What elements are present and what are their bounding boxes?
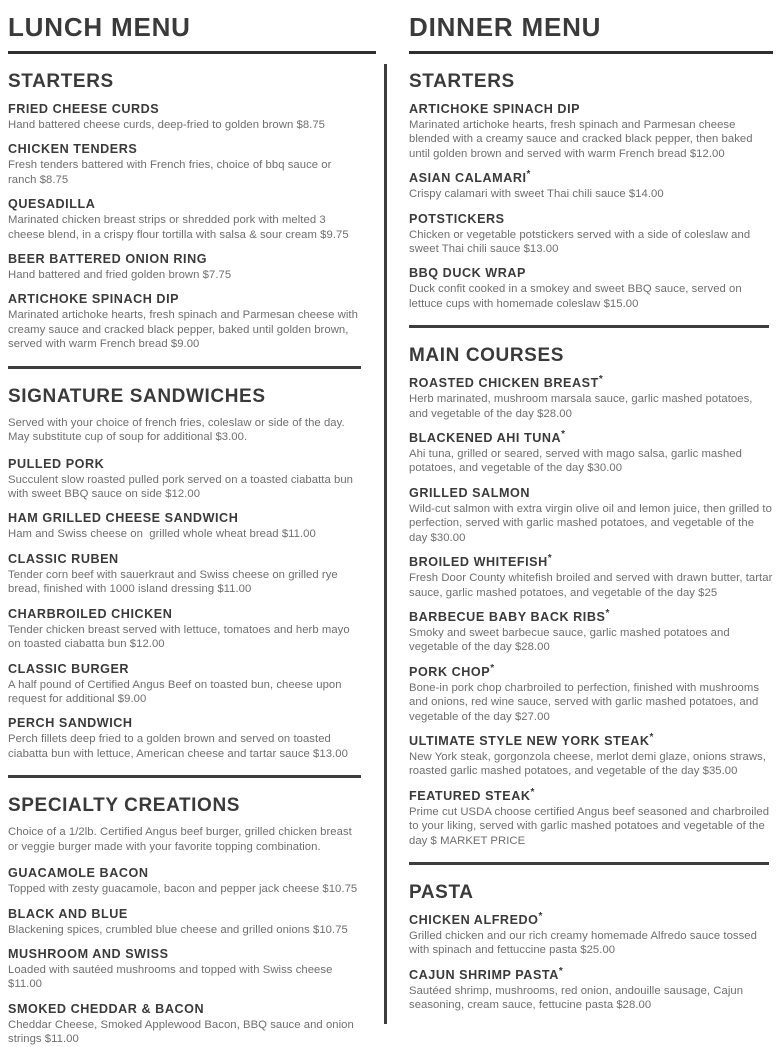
section-divider	[8, 775, 361, 778]
menu-item-description: New York steak, gorgonzola cheese, merlot demi glaze, onions straws, roasted garlic mashed potatoes, and vegetable of the day $35.00	[409, 750, 770, 778]
menu-item-description: Ahi tuna, grilled or seared, served with mago salsa, garlic mashed potatoes, and vegetable of the day $30.00	[409, 448, 746, 475]
menu-item	[409, 664, 773, 724]
menu-item	[8, 946, 360, 992]
section-heading: SPECIALTY CREATIONS	[8, 795, 241, 817]
menu-item-name	[409, 609, 773, 625]
column-divider	[384, 64, 387, 1024]
menu-item	[8, 606, 360, 652]
menu-item-name	[8, 715, 360, 731]
dinner-title-divider	[409, 51, 773, 54]
menu-item-name-text: FEATURED STEAK	[409, 788, 531, 803]
menu-item-name	[8, 141, 360, 157]
menu-item-marker: *	[538, 910, 543, 922]
dinner-menu-column	[384, 0, 779, 1024]
menu-item-marker: *	[526, 169, 531, 181]
menu-item-description: Cheddar Cheese, Smoked Applewood Bacon, BBQ sauce and onion strings $11.00	[8, 1018, 358, 1046]
menu-item	[8, 196, 360, 242]
menu-item-name-text: CLASSIC RUBEN	[8, 551, 119, 566]
menu-item-name-text: CHICKEN TENDERS	[8, 142, 138, 157]
menu-section	[8, 70, 360, 369]
menu-item	[8, 456, 360, 502]
menu-section	[8, 794, 360, 1046]
section-note: Choice of a 1/2lb. Certified Angus beef burger, grilled chicken breast or veggie burger made with your favorite topping combination.	[8, 826, 352, 853]
menu-item-name	[409, 375, 773, 391]
menu-item-description: Wild-cut salmon with extra virgin olive oil and lemon juice, then grilled to perfection, served with garlic mashed potatoes, and vegetable of the day $30.00	[409, 502, 776, 544]
menu-item-name-text: SMOKED CHEDDAR & BACON	[8, 1001, 205, 1016]
menu-item	[8, 551, 360, 597]
section-divider	[409, 325, 769, 328]
menu-item	[409, 485, 776, 545]
menu-item-description: Topped with zesty guacamole, bacon and pepper jack cheese $10.75	[8, 883, 358, 896]
menu-item-name-text: BEER BATTERED ONION RING	[8, 252, 208, 267]
menu-item-name-text: PULLED PORK	[8, 456, 105, 471]
menu-item	[409, 211, 773, 257]
menu-item-description: Tender corn beef with sauerkraut and Swiss cheese on grilled rye bread, finished with 1000 island dressing $11.00	[8, 568, 341, 596]
menu-item	[8, 661, 360, 707]
menu-item	[8, 715, 360, 761]
menu-section	[8, 385, 360, 778]
menu-item-name	[409, 664, 773, 680]
menu-item-name-text: CAJUN SHRIMP PASTA	[409, 967, 559, 982]
menu-item-name	[8, 291, 360, 307]
menu-item	[409, 101, 773, 161]
menu-item-name-text: PERCH SANDWICH	[8, 716, 133, 731]
menu-item-description: Blackening spices, crumbled blue cheese and grilled onions $10.75	[8, 923, 348, 936]
menu-item-description: Chicken or vegetable potstickers served with a side of coleslaw and sweet Thai chili sauce $13.00	[409, 228, 754, 256]
menu-item-description: Grilled chicken and our rich creamy homemade Alfredo sauce tossed with spinach and fettuccine pasta $25.00	[409, 929, 761, 957]
dinner-menu-title: DINNER MENU	[409, 12, 602, 42]
menu-item-description: Hand battered cheese curds, deep-fried to golden brown $8.75	[8, 119, 326, 131]
menu-item-name-text: ASIAN CALAMARI	[409, 171, 527, 186]
menu-item-name	[8, 551, 360, 567]
menu-item-name	[409, 485, 773, 501]
menu-item-name	[409, 211, 773, 227]
menu-item-name-text: PORK CHOP	[409, 664, 491, 679]
menu-item-name-text: ROASTED CHICKEN BREAST	[409, 376, 599, 391]
menu-item-name	[409, 101, 773, 117]
menu-item-name-text: BROILED WHITEFISH	[409, 555, 548, 570]
menu-item-description: Loaded with sautéed mushrooms and topped with Swiss cheese $11.00	[8, 963, 336, 991]
menu-item-name	[8, 1001, 360, 1017]
menu-item-description: A half pound of Certified Angus Beef on toasted bun, cheese upon request for additional $9.00	[8, 678, 345, 705]
menu-item-name	[8, 196, 360, 212]
menu-item-name-text: BBQ DUCK WRAP	[409, 266, 526, 281]
lunch-menu-title: LUNCH MENU	[8, 12, 191, 42]
menu-section	[409, 881, 773, 1013]
menu-item-name	[8, 101, 360, 117]
menu-item-name-text: CHARBROILED CHICKEN	[8, 606, 173, 621]
menu-item-marker: *	[605, 607, 610, 619]
menu-item	[409, 552, 776, 600]
menu-item-description: Tender chicken breast served with lettuce, tomatoes and herb mayo on toasted ciabatta bun $12.00	[8, 623, 353, 651]
menu-section	[409, 344, 776, 865]
section-heading: SIGNATURE SANDWICHES	[8, 385, 266, 407]
menu-item-name	[409, 265, 773, 281]
menu-item-name	[8, 946, 360, 962]
section-note: Served with your choice of french fries, coleslaw or side of the day. May substitute cup of soup for additional $3.00.	[8, 416, 345, 444]
menu-item-name	[8, 865, 360, 881]
menu-item-name-text: ULTIMATE STYLE NEW YORK STEAK	[409, 733, 650, 748]
menu-item-description: Perch fillets deep fried to a golden brown and served on toasted ciabatta bun with lettuce, American cheese and tartar sauce $13.00	[8, 733, 348, 760]
lunch-menu-column	[0, 0, 384, 1046]
menu-item-description: Marinated artichoke hearts, fresh spinach and Parmesan cheese blended with a creamy sauce and cracked black pepper, then baked until golden brown and served with warm French bread $12.00	[409, 119, 756, 160]
menu-item-marker: *	[530, 786, 535, 798]
menu-item-name-text: GRILLED SALMON	[409, 485, 531, 500]
menu-item	[8, 101, 360, 132]
menu-item-description: Crispy calamari with sweet Thai chili sauce $14.00	[409, 188, 664, 201]
menu-item-name	[409, 788, 773, 804]
menu-item-name-text: CHICKEN ALFREDO	[409, 912, 539, 927]
menu-item-name	[8, 456, 360, 472]
menu-item	[409, 170, 773, 201]
menu-item-marker: *	[547, 552, 552, 564]
menu-item	[8, 251, 360, 282]
menu-item-description: Ham and Swiss cheese on grilled whole wheat bread $11.00	[8, 528, 316, 541]
menu-item-description: Duck confit cooked in a smokey and sweet BBQ sauce, served on lettuce cups with homemade coleslaw $15.00	[409, 283, 745, 310]
menu-item-description: Marinated artichoke hearts, fresh spinach and Parmesan cheese with creamy sauce and cracked black pepper, baked until golden brown, served with warm French bread $9.00	[8, 309, 362, 351]
menu-item-name-text: ARTICHOKE SPINACH DIP	[8, 292, 180, 307]
menu-item-description: Fresh tenders battered with French fries, choice of bbq sauce or ranch $8.75	[8, 159, 335, 186]
menu-item	[409, 788, 773, 848]
menu-item-name-text: POTSTICKERS	[409, 211, 505, 226]
section-heading: STARTERS	[8, 71, 114, 92]
dinner-sections	[409, 70, 776, 1013]
menu-item-marker: *	[558, 965, 563, 977]
menu-item-name	[8, 251, 360, 267]
menu-item	[8, 291, 360, 351]
menu-item-name-text: HAM GRILLED CHEESE SANDWICH	[8, 511, 239, 526]
section-heading: STARTERS	[409, 71, 515, 92]
menu-item	[8, 141, 360, 187]
menu-item-name	[409, 554, 773, 570]
menu-item-marker: *	[598, 374, 603, 386]
menu-item	[409, 375, 773, 421]
menu-item-description: Smoky and sweet barbecue sauce, garlic mashed potatoes and vegetable of the day $28.00	[409, 626, 733, 654]
menu-item	[409, 430, 773, 476]
menu-item-name-text: QUESADILLA	[8, 197, 96, 212]
menu-item-description: Bone-in pork chop charbroiled to perfection, finished with mushrooms and onions, red wine sauce, served with garlic mashed potatoes, and vegetable of the day $27.00	[409, 681, 763, 723]
menu-item	[8, 510, 360, 541]
menu-item	[409, 265, 773, 311]
lunch-sections	[8, 70, 360, 1047]
menu-item-marker: *	[561, 428, 566, 440]
menu-item-name	[8, 661, 360, 677]
menu-item-name-text: ARTICHOKE SPINACH DIP	[409, 102, 581, 116]
menu-item-name-text: FRIED CHEESE CURDS	[8, 102, 160, 116]
menu-item-name	[409, 430, 773, 446]
menu-item-name	[8, 906, 360, 922]
menu-item-name-text: BARBECUE BABY BACK RIBS	[409, 609, 606, 624]
menu-item-name-text: BLACKENED AHI TUNA	[409, 431, 562, 446]
menu-item-name-text: MUSHROOM AND SWISS	[8, 946, 169, 961]
menu-item	[8, 906, 360, 937]
menu-item-description: Prime cut USDA choose certified Angus beef seasoned and charbroiled to your liking, served with garlic mashed potatoes and vegetable of the day $ MARKET PRICE	[409, 805, 773, 847]
menu-item-description: Succulent slow roasted pulled pork served on a toasted ciabatta bun with sweet BBQ sauce on side $12.00	[8, 473, 357, 501]
menu-item-name	[409, 912, 773, 928]
section-heading: PASTA	[409, 881, 474, 903]
menu-item	[409, 609, 773, 655]
lunch-title-divider	[8, 51, 376, 54]
menu-item-description: Sautéed shrimp, mushrooms, red onion, andouille sausage, Cajun seasoning, cream sauce, fettucine pasta $28.00	[409, 984, 747, 1012]
menu-item-name-text: GUACAMOLE BACON	[8, 866, 149, 881]
menu-item	[409, 912, 773, 958]
menu-item-name	[8, 606, 360, 622]
section-divider	[409, 862, 769, 865]
menu-item-name-text: CLASSIC BURGER	[8, 661, 130, 676]
menu-item-description: Marinated chicken breast strips or shredded pork with melted 3 cheese blend, in a crispy flour tortilla with salsa & sour cream $9.75	[8, 214, 349, 241]
menu-item-description: Hand battered and fried golden brown $7.75	[8, 269, 232, 282]
menu-item-marker: *	[490, 662, 495, 674]
menu-item-description: Fresh Door County whitefish broiled and served with drawn butter, tartar sauce, garlic mashed potatoes, and vegetable of the day $25	[409, 572, 776, 599]
section-divider	[8, 366, 361, 369]
menu-item-name	[409, 967, 773, 983]
menu-item-marker: *	[649, 731, 654, 743]
menu-item-name	[409, 170, 773, 186]
section-heading: MAIN COURSES	[409, 345, 564, 367]
menu-item-name-text: BLACK AND BLUE	[8, 906, 128, 921]
menu-item	[409, 967, 773, 1013]
menu-section	[409, 70, 773, 328]
menu-item	[8, 865, 360, 896]
menu-item-description: Herb marinated, mushroom marsala sauce, garlic mashed potatoes, and vegetable of the day $28.00	[409, 393, 756, 420]
menu-item-name	[8, 510, 360, 526]
menu-item-name	[409, 733, 773, 749]
menu-item	[409, 733, 773, 779]
